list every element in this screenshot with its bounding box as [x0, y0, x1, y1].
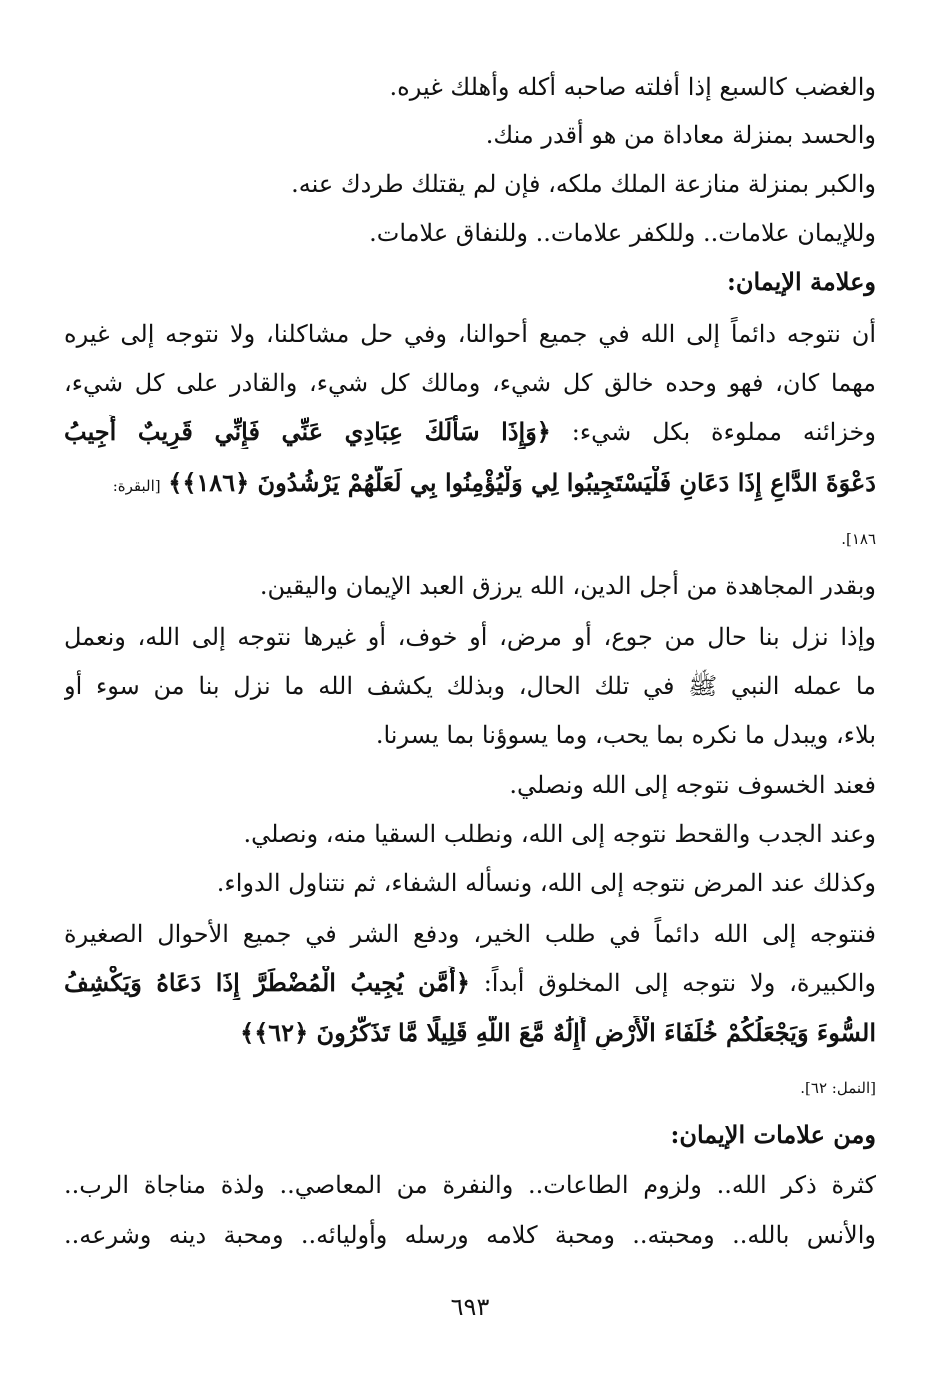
- line-text: وكذلك عند المرض نتوجه إلى الله، ونسأله الشفاء، ثم نتناول الدواء.: [216, 869, 876, 897]
- quran-line: [64, 466, 876, 503]
- quran-verse: ﴿أَمَّن يُجِيبُ الْمُضْطَرَّ إِذَا دَعَاهُ وَيَكْشِفُ: [64, 968, 470, 997]
- line-text: مهما كان، فهو وحده خالق كل شيء، ومالك كل شيء، والقادر على كل شيء،: [64, 369, 876, 397]
- body-line: [64, 620, 876, 654]
- line-text: والكبر بمنزلة منازعة الملك ملكه، فإن لم يقتلك طردك عنه.: [291, 170, 876, 198]
- line-text: والحسد بمنزلة معاداة من هو أقدر منك.: [485, 121, 876, 149]
- line-text: وللإيمان علامات.. وللكفر علامات.. وللنفاق علامات.: [369, 219, 876, 247]
- line-text: بلاء، ويبدل ما نكره بما يحب، وما يسوؤنا بما يسرنا.: [375, 721, 876, 749]
- body-line: [64, 167, 876, 201]
- body-line: [64, 866, 876, 900]
- body-line: [64, 669, 876, 703]
- body-line: [64, 1218, 876, 1252]
- verse-reference-line: [64, 522, 876, 556]
- body-line: [64, 1168, 876, 1202]
- line-text: وإذا نزل بنا حال من جوع، أو مرض، أو خوف، أو غيرها نتوجه إلى الله، ونعمل: [64, 623, 876, 651]
- section-heading: [64, 1118, 876, 1152]
- verse-reference: [النمل: ٦٢].: [800, 1079, 876, 1097]
- body-line: [64, 415, 876, 449]
- body-line: [64, 718, 876, 752]
- line-text: وعند الجدب والقحط نتوجه إلى الله، ونطلب السقيا منه، ونصلي.: [243, 820, 876, 848]
- section-heading: [64, 265, 876, 299]
- body-line: [64, 70, 876, 104]
- quran-verse: ﴿وَإِذَا سَأَلَكَ عِبَادِي عَنِّي فَإِنِّي قَرِيبٌ أُجِيبُ: [64, 417, 551, 446]
- body-line: [64, 118, 876, 152]
- quran-verse: دَعْوَةَ الدَّاعِ إِذَا دَعَانِ فَلْيَسْتَجِيبُوا لِي وَلْيُؤْمِنُوا بِي لَعَلَّهُمْ يَرْشُدُونَ ﴿١٨٦﴾﴾: [168, 468, 876, 497]
- body-line: [64, 966, 876, 1000]
- verse-reference: [البقرة:: [112, 477, 161, 495]
- verse-reference-line: [64, 1071, 876, 1105]
- body-line: [64, 366, 876, 400]
- line-text: والأنس بالله.. ومحبته.. ومحبة كلامه ورسله وأوليائه.. ومحبة دينه وشرعه..: [64, 1221, 876, 1249]
- line-text: وخزائنه مملوءة بكل شيء:: [571, 418, 876, 446]
- page-number: ٦٩٣: [450, 1293, 490, 1321]
- heading-text: وعلامة الإيمان:: [726, 267, 876, 296]
- line-text: كثرة ذكر الله.. ولزوم الطاعات.. والنفرة من المعاصي.. ولذة مناجاة الرب..: [64, 1171, 876, 1199]
- body-line: [64, 216, 876, 250]
- line-text: والغضب كالسبع إذا أفلته صاحبه أكله وأهلك غيره.: [389, 73, 876, 101]
- line-text: فعند الخسوف نتوجه إلى الله ونصلي.: [509, 771, 876, 799]
- line-text: وبقدر المجاهدة من أجل الدين، الله يرزق العبد الإيمان واليقين.: [259, 572, 876, 600]
- body-line: [64, 317, 876, 351]
- verse-reference: ١٨٦].: [841, 530, 876, 548]
- quran-line: [64, 1016, 876, 1050]
- heading-text: ومن علامات الإيمان:: [670, 1120, 876, 1149]
- body-line: [64, 768, 876, 802]
- line-text: والكبيرة، ولا نتوجه إلى المخلوق أبداً:: [483, 969, 876, 997]
- line-text: ما عمله النبي ﷺ في تلك الحال، وبذلك يكشف الله ما نزل بنا من سوء أو: [64, 672, 876, 700]
- line-text: فنتوجه إلى الله دائماً في طلب الخير، ودفع الشر في جميع الأحوال الصغيرة: [64, 920, 876, 948]
- body-line: [64, 817, 876, 851]
- quran-verse: السُّوءَ وَيَجْعَلُكُمْ خُلَفَاءَ الْأَرْضِ أَإِلَٰهٌ مَّعَ اللَّهِ قَلِيلًا مَّا تَذَكَّرُونَ ﴿٦٢﴾﴾: [240, 1018, 876, 1047]
- line-text: أن نتوجه دائماً إلى الله في جميع أحوالنا، وفي حل مشاكلنا، ولا نتوجه إلى غيره: [64, 320, 876, 348]
- body-line: [64, 917, 876, 951]
- body-line: [64, 569, 876, 603]
